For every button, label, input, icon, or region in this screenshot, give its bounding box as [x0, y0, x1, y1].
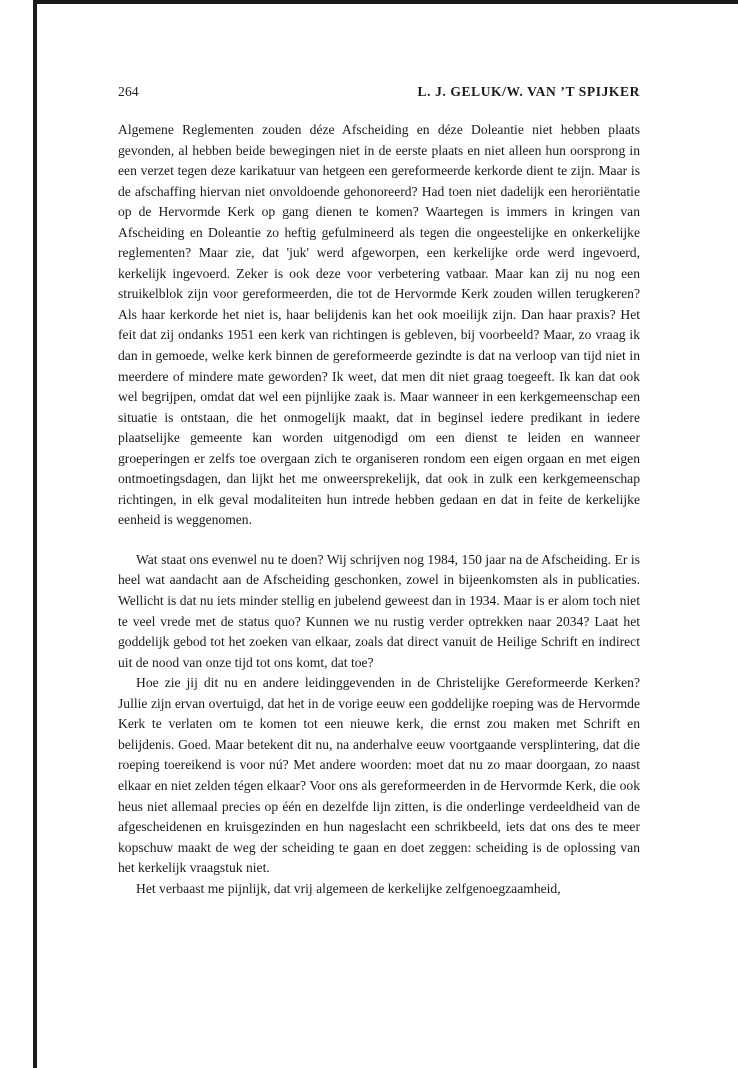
running-title: L. J. GELUK/W. VAN ’T SPIJKER [417, 84, 640, 99]
section-gap [118, 531, 640, 550]
scan-border-left [33, 0, 37, 1068]
paragraph-2: Wat staat ons evenwel nu te doen? Wij schrijven nog 1984, 150 jaar na de Afscheiding. Er is heel wat aandacht aan de Afscheiding geschonken, zowel in bijeenkomsten als in publicaties. Wellicht is dat nu iets minder stellig en jubelend geweest dan in 1934. Maar is er alom toch niet te veel vrede met de status quo? Kunnen we nu rustig verder optrekken naar 2034? Laat het goddelijk gebod tot het zoeken van elkaar, zoals dat direct vanuit de Heilige Schrift en indirect uit de nood van onze tijd tot ons komt, dat toe? [118, 551, 640, 670]
paragraph-1: Algemene Reglementen zouden déze Afscheiding en déze Doleantie niet hebben plaats gevonden, al hebben beide bewegingen niet in de eerste plaats en niet alleen hun oorsprong in een verzet tegen deze karikatuur van hetgeen een gereformeerde kerkorde dient te zijn. Maar is de afschaffing hiervan niet onvoldoende gehonoreerd? Had toen niet dadelijk een heroriëntatie op de Hervormde Kerk op gang dienen te komen? Waartegen is immers in kringen van Afscheiding en Doleantie zo heftig gefulmineerd als tegen die ongeestelijke en onkerkelijke reglementen? Maar zie, dat 'juk' werd afgeworpen, een kerkelijke orde werd ingevoerd, kerkelijk ingevoerd. Zeker is ook deze voor verbetering vatbaar. Maar kan zij nu nog een struikelblok zijn voor gereformeerden, die tot de Hervormde Kerk zouden willen terugkeren? Als haar kerkorde het niet is, haar belijdenis kan het ook moeilijk zijn. Dan haar praxis? Het feit dat zij ondanks 1951 een kerk van richtingen is gebleven, bij voorbeeld? Maar, zo vraag ik dan in gemoede, welke kerk binnen de gereformeerde gezindte is dat na verloop van tijd niet in meerdere of mindere mate geworden? Ik weet, dat men dit niet graag toegeeft. Ik kan dat ook wel begrijpen, omdat dat wel een pijnlijke zaak is. Maar wanneer in een kerkgemeenschap een situatie is ontstaan, die het onmogelijk maakt, dat in beginsel iedere predikant in iedere plaatselijke gemeente kan worden uitgenodigd om een dienst te leiden en wanneer groeperingen er zelfs toe overgaan zich te organiseren rondom een eigen orgaan en met eigen ontmoetingsdagen, dan lijkt het me onweersprekelijk, dat ook in zulk een kerkgemeenschap richtingen, in elk geval modaliteiten hun intrede hebben gedaan en dat in feite de kerkelijke eenheid is weggenomen. [118, 122, 640, 528]
paragraph-3: Hoe zie jij dit nu en andere leidinggevenden in de Christelijke Gereformeerde Kerken? Jullie zijn ervan overtuigd, dat het in de vorige eeuw een goddelijke roeping was de Hervormde Kerk te verlaten om te komen tot een nieuwe kerk, die ernst zou maken met Schrift en belijdenis. Goed. Maar betekent dit nu, na anderhalve eeuw voortgaande versplintering, dat die roeping toereikend is voor nú? Met andere woorden: moet dat nu zo maar doorgaan, zo naast elkaar en niet zelden tégen elkaar? Voor ons als gereformeerden in de Hervormde Kerk, die ook heus niet allemaal precies op één en dezelfde lijn zitten, is die onderlinge verdeeldheid van de afgescheidenen en kruisgezinden en hun nageslacht een schrikbeeld, iets dat ons des te meer kopschuw maakt de weg der scheiding te gaan en doet zeggen: scheiding is de oplossing van het kerkelijk vraagstuk niet. [118, 675, 640, 876]
scan-border-top [36, 0, 738, 4]
paragraph-4: Het verbaast me pijnlijk, dat vrij algemeen de kerkelijke zelfgenoegzaamheid, [136, 880, 561, 896]
page-body [118, 120, 640, 899]
page-header [118, 84, 640, 100]
page-number: 264 [118, 84, 139, 99]
